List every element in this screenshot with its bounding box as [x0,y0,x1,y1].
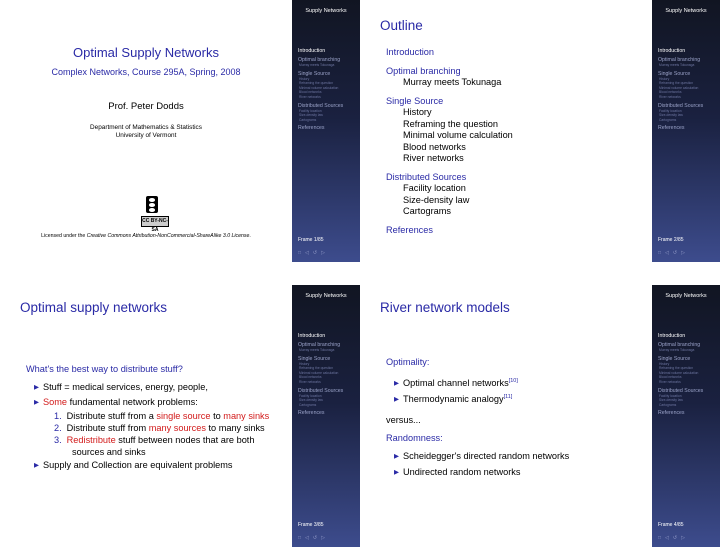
nav-prev-icon[interactable]: ◁ [305,535,310,541]
license-suffix: . [249,233,251,239]
highlight-text: Redistribute [66,435,116,445]
sidebar-subsection[interactable]: History [659,76,670,81]
sidebar-subsection[interactable]: River networks [299,94,321,99]
outline-section[interactable]: Single Source [386,95,444,106]
bullet-ocn [394,376,518,391]
nav-back-icon[interactable]: ↺ [672,250,679,256]
navigation-controls[interactable] [298,250,329,256]
sidebar-subsection[interactable]: Minimal volume calculation [659,370,699,375]
slide-title [0,0,360,262]
sidebar-section[interactable]: Introduction [658,333,686,339]
highlight-text: many sources [148,423,206,433]
slide-heading: Outline [380,18,423,33]
author-name: Prof. Peter Dodds [108,101,184,112]
sidebar-title: Supply Networks [305,8,347,14]
sidebar-subsection[interactable]: Facility location [299,393,322,398]
slide-outline [360,0,720,262]
sidebar-subsection[interactable]: Cartograms [299,117,317,122]
bullet-problems [34,397,198,410]
sidebar-subsection[interactable]: Murray meets Tokunaga [659,348,695,352]
nav-back-icon[interactable]: ↺ [312,250,319,256]
sidebar-subsection[interactable]: Facility location [659,108,682,113]
slide-main [0,0,292,262]
outline-subsection[interactable]: Size-density law [403,194,470,205]
sidebar-nav [658,330,720,416]
outline-subsection[interactable]: Blood networks [403,141,466,152]
department: Department of Mathematics & Statistics [90,124,202,131]
numbered-item-3 [54,435,254,447]
numbered-item-3-cont: sources and sinks [72,447,146,457]
sidebar-subsection[interactable]: Reframing the question [299,366,334,371]
sidebar-subsection[interactable]: History [299,361,310,366]
sidebar-subsection[interactable]: River networks [659,94,681,99]
sidebar-subsection[interactable]: Cartograms [659,117,677,122]
citation-link[interactable]: [10] [508,378,518,384]
nav-next-icon[interactable]: ▷ [321,535,326,541]
sidebar-subsection[interactable]: Blood networks [659,90,682,95]
sidebar-subsection[interactable]: Murray meets Tokunaga [659,63,695,67]
bullet-icon: ▶ [394,453,399,460]
sidebar-section[interactable]: References [298,410,325,417]
sidebar-subsection[interactable]: Size-density law [299,398,323,403]
sidebar-section[interactable]: Distributed Sources [298,102,344,109]
bullet-text: Undirected random networks [403,467,521,477]
nav-back-icon[interactable]: ↺ [672,535,679,541]
sidebar-subsection[interactable]: Cartograms [659,402,677,407]
navigation-controls[interactable] [658,535,689,541]
sidebar-section[interactable]: References [658,410,685,417]
bullet-icon: ▶ [34,399,39,406]
sidebar-section[interactable]: Optimal branching [658,57,701,63]
nav-back-icon[interactable]: ↺ [312,535,319,541]
slide-river-models [360,285,720,547]
numbered-item-2 [54,423,265,435]
highlight-text: Some [43,397,68,407]
item-text: Distribute stuff from [66,423,149,433]
sidebar-subsection[interactable]: Size-density law [659,398,683,403]
item-text: stuff between nodes that are both [115,435,255,445]
highlight-text: many sinks [223,411,270,421]
bullet-icon: ▶ [394,396,399,404]
sidebar-title: Supply Networks [665,293,707,299]
sidebar-section[interactable]: Introduction [298,333,326,339]
sidebar-subsection[interactable]: Reframing the question [659,366,694,371]
item-number: 3. [54,435,62,445]
sidebar-section[interactable]: References [658,125,685,132]
slide-main [360,0,652,262]
sidebar-subsection[interactable]: Facility location [659,393,682,398]
bullet-text: fundamental network problems: [67,397,198,407]
bullet-icon: ▶ [394,380,399,388]
randomness-heading: Randomness: [386,433,443,443]
outline-subsection[interactable]: Facility location [403,183,466,193]
license-prefix: Licensed under the [41,233,87,239]
bullet-stuff [34,382,208,395]
frame-counter: Frame 1/85 [298,237,324,243]
frame-counter: Frame 3/85 [298,522,324,528]
nav-next-icon[interactable]: ▷ [321,250,326,256]
sidebar-nav [298,330,360,416]
sidebar [652,285,720,547]
highlight-text: single source [156,411,211,421]
sidebar [292,0,360,262]
outline-subsection[interactable]: History [403,107,432,117]
sidebar-section[interactable]: Single Source [658,355,691,362]
navigation-controls[interactable] [298,535,329,541]
bullet-icon: ▶ [34,462,39,469]
sidebar-section[interactable]: Distributed Sources [298,387,344,394]
item-text: to many sinks [205,423,265,433]
bullet-scheidegger [394,451,569,464]
license-text [0,233,292,239]
outline-subsection[interactable]: Cartograms [403,206,451,216]
sidebar-subsection[interactable]: Reframing the question [659,81,694,86]
sidebar-subsection[interactable]: Size-density law [299,113,323,118]
university: University of Vermont [115,132,177,139]
sidebar-subsection[interactable]: Minimal volume calculation [659,85,699,90]
creative-commons-badge-icon[interactable]: CC BY-NC-SA [142,218,168,233]
sidebar-section[interactable]: Optimal branching [298,57,341,63]
outline-section[interactable]: Introduction [386,47,435,57]
sidebar [652,0,720,262]
numbered-item-1 [54,411,269,423]
nav-prev-icon[interactable]: ◁ [665,250,670,256]
sidebar-section[interactable]: Distributed Sources [658,387,704,394]
sidebar-section[interactable]: Optimal branching [298,342,341,348]
sidebar-subsection[interactable]: Minimal volume calculation [299,370,339,375]
bullet-thermo [394,392,512,407]
sidebar-nav [658,45,720,131]
university-logo-icon [146,196,158,213]
sidebar-section[interactable]: Introduction [658,48,686,54]
institution [0,124,292,140]
item-text: to [210,411,224,421]
sidebar-section[interactable]: Introduction [298,48,326,54]
outline-list [386,45,652,236]
sidebar-section[interactable]: Distributed Sources [658,102,704,109]
sidebar-subsection[interactable]: Blood networks [299,375,322,380]
navigation-controls[interactable] [658,250,689,256]
sidebar-subsection[interactable]: Blood networks [299,90,322,95]
presentation-title: Optimal Supply Networks [73,45,219,60]
sidebar-subsection[interactable]: Murray meets Tokunaga [299,63,335,67]
outline-subsection[interactable]: Minimal volume calculation [403,130,513,140]
license-link[interactable]: Creative Commons Attribution-NonCommercial-ShareAlike 3.0 License [86,233,250,239]
bullet-text: Thermodynamic analogy [403,394,504,405]
bullet-icon: ▶ [34,384,39,391]
nav-frame-icon[interactable]: □ [298,250,303,256]
item-number: 1. [54,411,62,421]
frame-counter: Frame 4/85 [658,522,684,528]
sidebar-section[interactable]: Single Source [658,70,691,77]
nav-prev-icon[interactable]: ◁ [665,535,670,541]
bullet-icon: ▶ [394,469,399,476]
sidebar [292,285,360,547]
bullet-text: Supply and Collection are equivalent problems [43,460,233,470]
bullet-undirected [394,467,520,480]
sidebar-section[interactable]: Optimal branching [658,342,701,348]
nav-frame-icon[interactable]: □ [658,535,663,541]
sidebar-subsection[interactable]: Minimal volume calculation [299,85,339,90]
bullet-equivalent [34,460,232,473]
bullet-text: Optimal channel networks [403,378,509,389]
outline-section[interactable]: Distributed Sources [386,171,467,182]
outline-section[interactable]: Optimal branching [386,65,461,76]
slide-main [360,285,652,547]
frame-counter: Frame 2/85 [658,237,684,243]
sidebar-subsection[interactable]: History [299,76,310,81]
question-heading: What's the best way to distribute stuff? [26,364,183,374]
optimality-heading: Optimality: [386,357,430,367]
nav-next-icon[interactable]: ▷ [681,250,686,256]
citation-link[interactable]: [11] [503,394,513,400]
sidebar-subsection[interactable]: History [659,361,670,366]
nav-prev-icon[interactable]: ◁ [305,250,310,256]
sidebar-subsection[interactable]: River networks [659,379,681,384]
sidebar-nav [298,45,360,131]
bullet-text: Stuff = medical services, energy, people, [43,382,208,392]
sidebar-subsection[interactable]: Blood networks [659,375,682,380]
sidebar-subsection[interactable]: River networks [299,379,321,384]
bullet-text: Scheidegger's directed random networks [403,451,570,461]
slide-heading: Optimal supply networks [20,300,168,315]
sidebar-section[interactable]: Single Source [298,355,331,362]
sidebar-subsection[interactable]: Murray meets Tokunaga [299,348,335,352]
outline-subsection[interactable]: River networks [403,153,464,163]
sidebar-title: Supply Networks [665,8,707,14]
slide-optimal-supply [0,285,360,547]
sidebar-subsection[interactable]: Reframing the question [299,81,334,86]
item-number: 2. [54,423,62,433]
presentation-subtitle: Complex Networks, Course 295A, Spring, 2008 [51,67,241,77]
nav-next-icon[interactable]: ▷ [681,535,686,541]
slide-heading: River network models [380,300,510,315]
sidebar-subsection[interactable]: Size-density law [659,113,683,118]
sidebar-subsection[interactable]: Cartograms [299,402,317,407]
sidebar-section[interactable]: References [298,125,325,132]
sidebar-section[interactable]: Single Source [298,70,331,77]
outline-subsection[interactable]: Murray meets Tokunaga [403,77,502,87]
sidebar-subsection[interactable]: Facility location [299,108,322,113]
slide-main [0,285,292,547]
nav-frame-icon[interactable]: □ [658,250,663,256]
item-text: Distribute stuff from a [66,411,157,421]
outline-section[interactable]: References [386,224,433,235]
nav-frame-icon[interactable]: □ [298,535,303,541]
versus-text: versus... [386,415,421,425]
outline-subsection[interactable]: Reframing the question [403,118,498,129]
sidebar-title: Supply Networks [305,293,347,299]
